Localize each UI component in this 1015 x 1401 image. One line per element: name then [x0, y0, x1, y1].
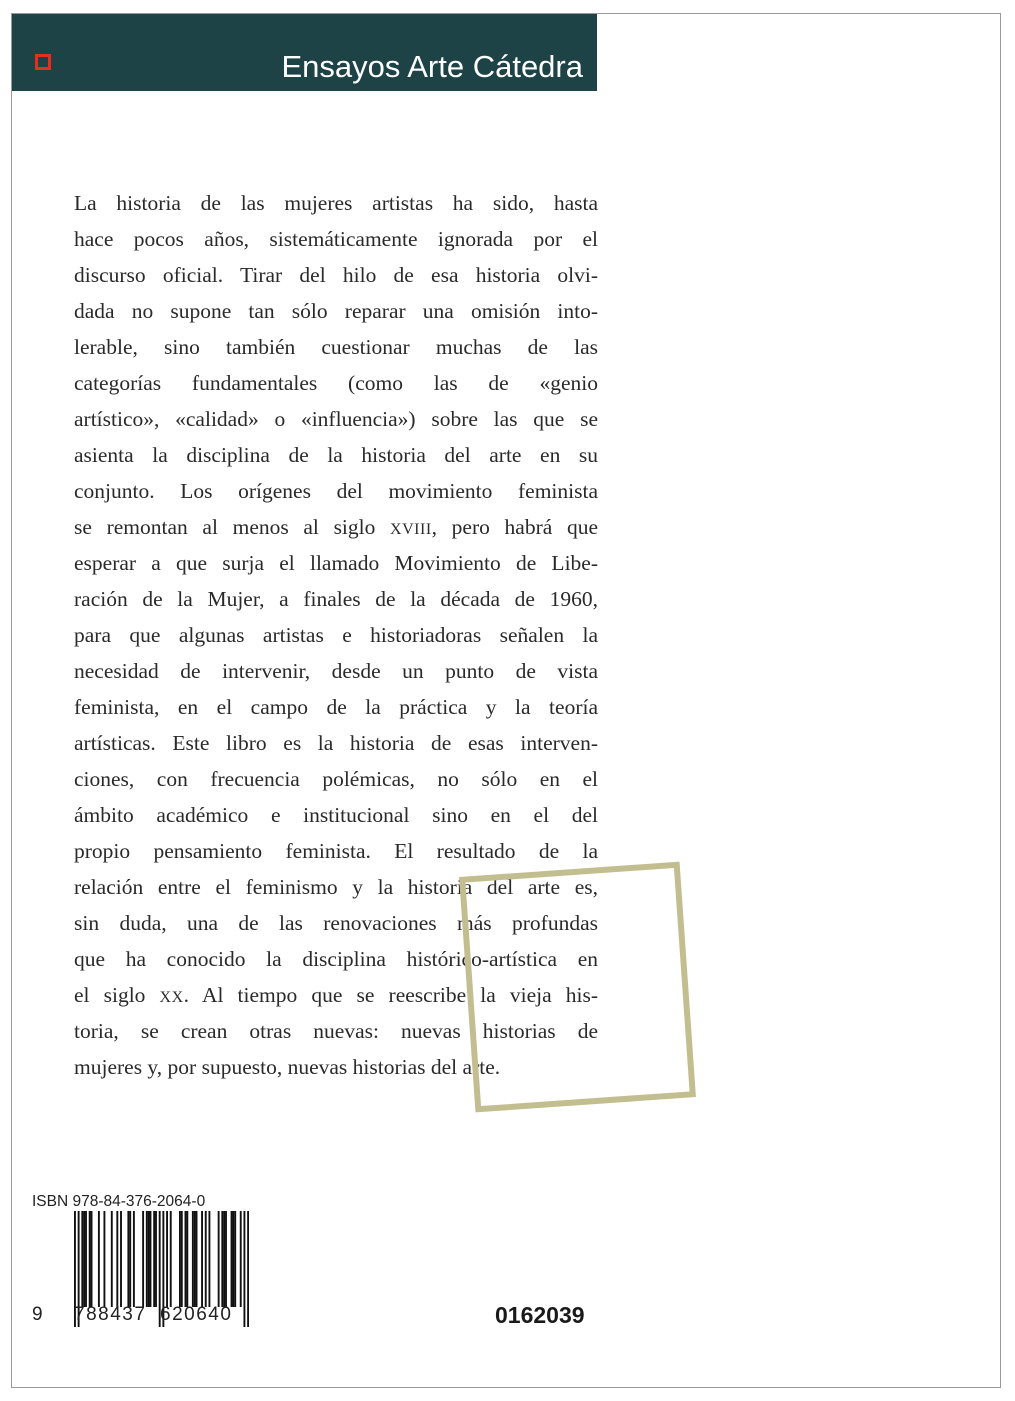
barcode-bar	[192, 1211, 194, 1307]
barcode-digits	[32, 1304, 232, 1326]
barcode-bar	[85, 1211, 87, 1307]
series-header-band	[12, 14, 597, 91]
blurb-line: dada no supone tan sólo reparar una omisión into-	[74, 299, 598, 323]
blurb-line: ciones, con frecuencia polémicas, no sólo en el	[74, 767, 598, 791]
barcode-bar	[81, 1211, 83, 1307]
blurb-line: que ha conocido la disciplina histórico-artística en	[74, 947, 598, 971]
barcode-bar	[127, 1211, 129, 1307]
book-back-cover	[11, 13, 1001, 1388]
barcode-bar	[148, 1211, 150, 1307]
red-square-logo-icon	[35, 54, 51, 70]
back-cover-blurb	[74, 185, 598, 1085]
barcode-bar	[218, 1211, 220, 1307]
isbn-label: ISBN 978-84-376-2064-0	[32, 1193, 206, 1210]
barcode-bar	[223, 1211, 225, 1307]
blurb-line: categorías fundamentales (como las de «genio	[74, 371, 598, 395]
product-code: 0162039	[495, 1302, 585, 1328]
barcode-bar	[146, 1211, 148, 1307]
blurb-line: propio pensamiento feminista. El resultado de la	[74, 839, 598, 863]
barcode-bar	[208, 1211, 210, 1307]
barcode-bar	[153, 1211, 155, 1307]
blurb-line: artísticas. Este libro es la historia de esas interven-	[74, 731, 598, 755]
barcode-bar	[221, 1211, 223, 1307]
blurb-line: esperar a que surja el llamado Movimiento de Libe-	[74, 551, 598, 575]
barcode-bar	[186, 1211, 188, 1307]
blurb-line: discurso oficial. Tirar del hilo de esa historia olvi-	[74, 263, 598, 287]
barcode-digits-right: 620640	[160, 1304, 233, 1325]
blurb-line: ración de la Mujer, a finales de la década de 1960,	[74, 587, 598, 611]
barcode-bar	[205, 1211, 207, 1307]
barcode-digits-left: 788437	[74, 1304, 147, 1325]
blurb-line: para que algunas artistas e historiadoras señalen la	[74, 623, 598, 647]
blurb-line: necesidad de intervenir, desde un punto de vista	[74, 659, 598, 683]
barcode-bar	[98, 1211, 100, 1307]
barcode-bar	[170, 1211, 172, 1307]
barcode-bar	[155, 1211, 157, 1307]
barcode-bar	[116, 1211, 118, 1307]
blurb-line: mujeres y, por supuesto, nuevas historias del arte.	[74, 1055, 501, 1079]
barcode-bar	[185, 1211, 187, 1307]
barcode-bar	[91, 1211, 93, 1307]
blurb-line: La historia de las mujeres artistas ha sido, hasta	[74, 191, 598, 215]
blurb-line: lerable, sino también cuestionar muchas de las	[74, 335, 598, 359]
blurb-line: se remontan al menos al siglo XVIII, pero habrá que	[74, 515, 598, 539]
barcode-bar	[120, 1211, 122, 1307]
barcode-bar	[243, 1211, 245, 1327]
blurb-line: toria, se crean otras nuevas: nuevas historias de	[74, 1019, 598, 1043]
blurb-line: ámbito académico e institucional sino en el del	[74, 803, 598, 827]
barcode-bar	[247, 1211, 249, 1327]
barcode-bar	[142, 1211, 144, 1307]
barcode-bar	[240, 1211, 242, 1307]
barcode-bar	[83, 1211, 85, 1307]
barcode-bar	[232, 1211, 234, 1307]
barcode-digit-first: 9	[32, 1304, 43, 1325]
barcode-bar	[194, 1211, 196, 1307]
blurb-line: asienta la disciplina de la historia del arte en su	[74, 443, 598, 467]
barcode-bar	[201, 1211, 203, 1307]
barcode-bar	[231, 1211, 233, 1307]
blurb-line: feminista, en el campo de la práctica y la teoría	[74, 695, 598, 719]
blurb-line: sin duda, una de las renovaciones más profundas	[74, 911, 598, 935]
blurb-line: artístico», «calidad» o «influencia») sobre las que se	[74, 407, 598, 431]
barcode-bar	[129, 1211, 131, 1307]
blurb-line: relación entre el feminismo y la historia del arte es,	[74, 875, 598, 899]
barcode-bar	[111, 1211, 113, 1307]
barcode-bar	[181, 1211, 183, 1307]
barcode-bar	[103, 1211, 105, 1307]
blurb-line: hace pocos años, sistemáticamente ignorada por el	[74, 227, 598, 251]
barcode-bar	[179, 1211, 181, 1307]
blurb-line: conjunto. Los orígenes del movimiento feminista	[74, 479, 598, 503]
barcode-bar	[225, 1211, 227, 1307]
blurb-line: el siglo XX. Al tiempo que se reescribe la vieja his-	[74, 983, 598, 1007]
barcode-bar	[89, 1211, 91, 1307]
barcode-bar	[133, 1211, 135, 1307]
barcode-bar	[166, 1211, 168, 1307]
barcode-bar	[150, 1211, 152, 1307]
series-title: Ensayos Arte Cátedra	[281, 49, 583, 84]
barcode-bar	[234, 1211, 236, 1307]
barcode-bar	[196, 1211, 198, 1307]
